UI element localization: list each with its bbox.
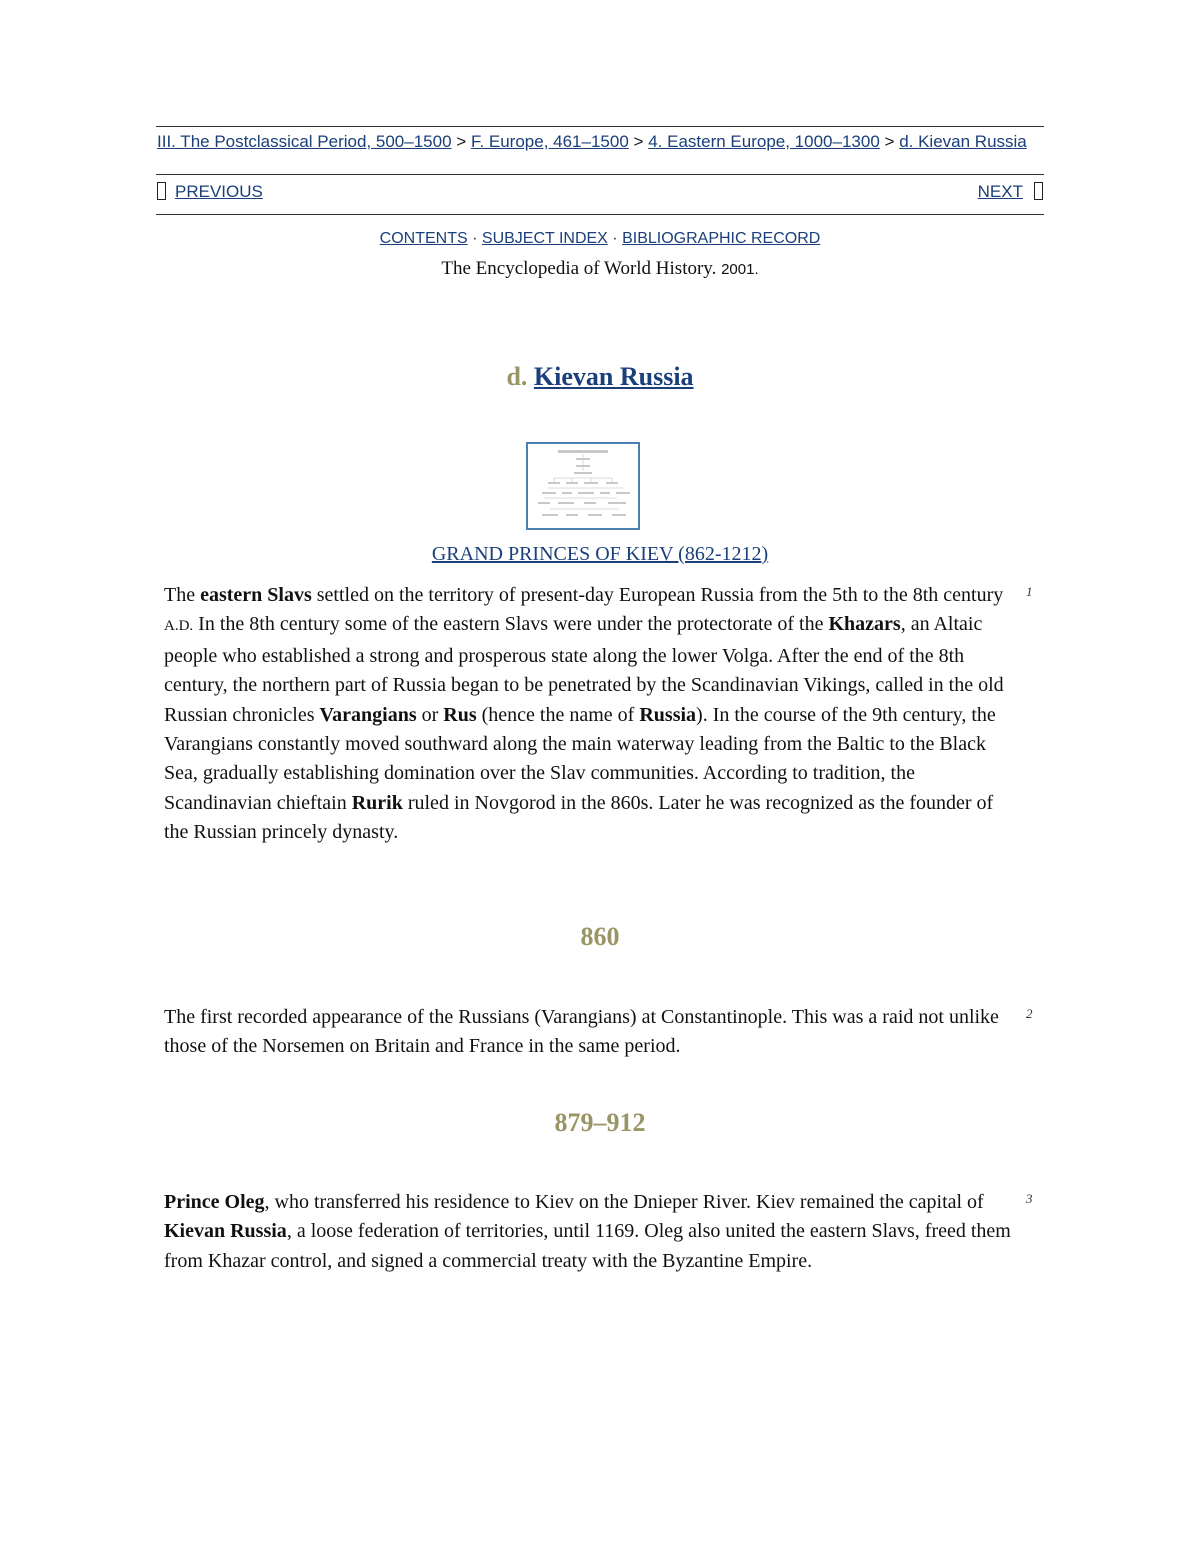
- bold-term: Rus: [443, 703, 477, 726]
- text-run: ). In the course of the 9th century, the Varangians constantly moved southward along the main waterway leading from the Baltic to the Black Sea, gradually establishing domination over the Slav communities. According to tradition, the Scandinavian chieftain: [164, 703, 996, 814]
- text-run: The first recorded appearance of the Russians (Varangians) at Constantinople. This was a raid not unlike those of the Norsemen on Britain and France in the same period.: [164, 1006, 999, 1058]
- text-run: settled on the territory of present-day European Russia from the 5th to the 8th century: [311, 584, 1004, 606]
- family-tree-diagram-icon: [528, 444, 638, 528]
- section-paragraph: [164, 1003, 1014, 1062]
- bold-term: eastern Slavs: [200, 584, 312, 606]
- bibliographic-record-link[interactable]: BIBLIOGRAPHIC RECORD: [622, 230, 821, 247]
- bold-term: Rurik: [351, 791, 403, 814]
- bold-term: Prince Oleg: [164, 1191, 265, 1213]
- next-button[interactable]: [978, 182, 1043, 202]
- paragraph-number: 2: [1026, 1006, 1033, 1021]
- citation-year: 2001.: [721, 261, 759, 278]
- left-arrow-icon: [157, 182, 166, 200]
- text-run: , a loose federation of territories, until 1169. Oleg also united the eastern Slavs, freed them from Khazar control, and signed a commercial treaty with the Byzantine Empire.: [164, 1220, 1011, 1272]
- text-run: ruled in Novgorod in the 860s. Later he was recognized as the founder of the Russian princely dynasty.: [164, 791, 994, 844]
- text-run: (hence the name of: [476, 703, 640, 726]
- contents-link[interactable]: CONTENTS: [379, 230, 468, 247]
- year-heading: 879–912: [554, 1108, 646, 1137]
- breadcrumb: [157, 130, 1037, 153]
- text-run: , an Altaic people who established a strong and prosperous state along the lower Volga. After the end of the 8th century, the northern part of Russia began to be penetrated by the Scandinavian Vikings, called in the old Russian chronicles: [164, 613, 1004, 726]
- top-links: [156, 230, 1044, 248]
- text-run: or: [416, 703, 444, 726]
- prev-next-bar: [157, 182, 1043, 208]
- section-paragraph: [164, 1188, 1014, 1276]
- breadcrumb-separator: >: [884, 132, 895, 151]
- link-separator: ·: [612, 230, 618, 247]
- link-separator: ·: [472, 230, 478, 247]
- text-run: , who transferred his residence to Kiev on the Dnieper River. Kiev remained the capital of: [264, 1191, 984, 1213]
- bold-term: Russia: [639, 703, 697, 726]
- breadcrumb-link-kievan-russia[interactable]: d. Kievan Russia: [899, 132, 1027, 151]
- previous-button[interactable]: [157, 182, 263, 202]
- family-tree-thumbnail[interactable]: [526, 442, 640, 530]
- citation: [156, 258, 1044, 280]
- section-paragraph: [164, 581, 1014, 848]
- top-rule: [156, 126, 1044, 127]
- breadcrumb-separator: >: [633, 132, 644, 151]
- text-run: The: [164, 584, 201, 606]
- previous-label[interactable]: PREVIOUS: [175, 182, 263, 201]
- next-label[interactable]: NEXT: [977, 182, 1023, 201]
- year-heading: 860: [580, 922, 620, 951]
- subject-index-link[interactable]: SUBJECT INDEX: [481, 230, 608, 247]
- citation-title: The Encyclopedia of World History.: [441, 258, 717, 279]
- heading-number: d.: [506, 362, 528, 391]
- breadcrumb-rule: [156, 174, 1044, 175]
- paragraph-number: 1: [1026, 584, 1033, 599]
- right-arrow-icon: [1034, 182, 1043, 200]
- breadcrumb-link-postclassical[interactable]: III. The Postclassical Period, 500–1500: [157, 132, 452, 151]
- page-heading: [156, 362, 1044, 392]
- text-run: In the 8th century some of the eastern Slavs were under the protectorate of the: [193, 613, 829, 636]
- breadcrumb-separator: >: [456, 132, 467, 151]
- heading-title[interactable]: Kievan Russia: [533, 362, 694, 391]
- figure-caption-link[interactable]: GRAND PRINCES OF KIEV (862-1212): [431, 543, 769, 565]
- text-run: A.D.: [164, 618, 194, 635]
- bold-term: Varangians: [319, 703, 417, 726]
- breadcrumb-link-europe[interactable]: F. Europe, 461–1500: [470, 132, 629, 151]
- bold-term: Khazars: [828, 613, 901, 636]
- paragraph-number: 3: [1026, 1191, 1033, 1206]
- breadcrumb-link-eastern-europe[interactable]: 4. Eastern Europe, 1000–1300: [648, 132, 880, 151]
- bold-term: Kievan Russia: [164, 1220, 287, 1243]
- nav-rule: [156, 214, 1044, 215]
